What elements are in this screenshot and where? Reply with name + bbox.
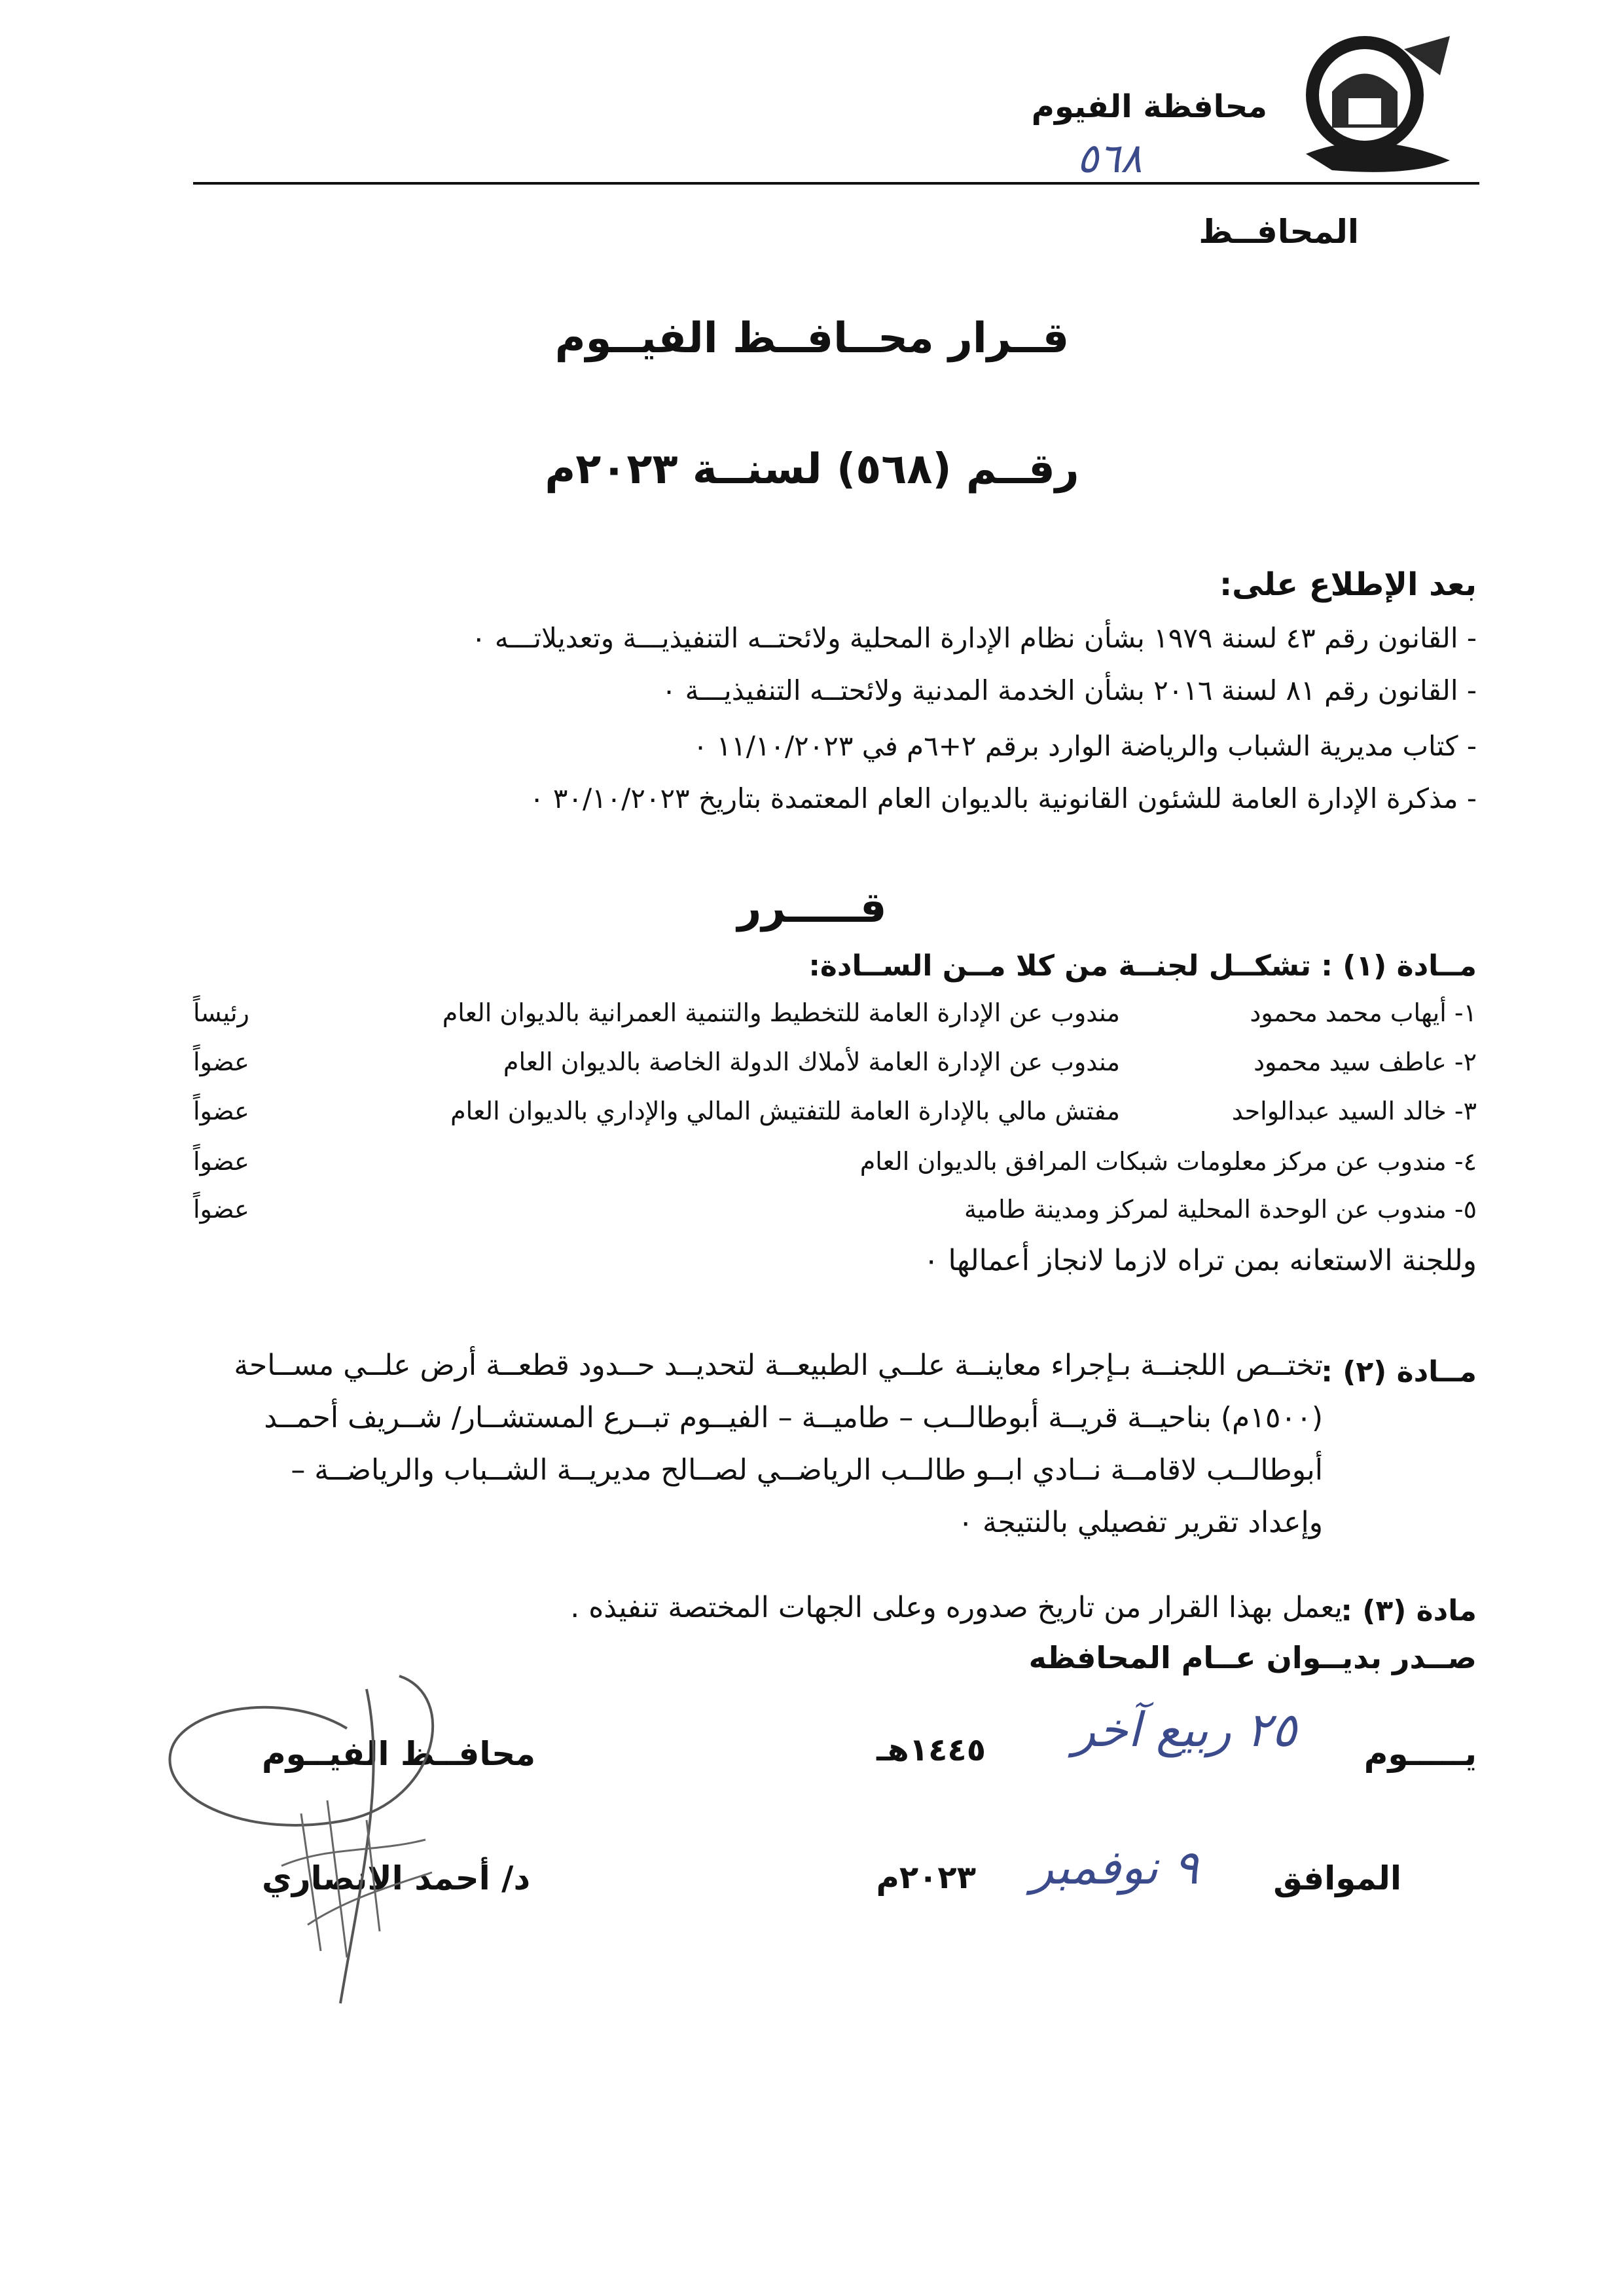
gregorian-year: ٢٠٢٣م (876, 1859, 976, 1896)
article-2-line-2: (١٥٠٠م) بناحيــة قريــة أبوطالــب – طاميــة – الفيــوم تبــرع المستشــار/ شــريف أحمــد (264, 1401, 1323, 1434)
gregorian-date-handwritten: ٩ نوفمبر (1030, 1840, 1199, 1895)
preamble-item-2: - القانون رقم ٨١ لسنة ٢٠١٦ بشأن الخدمة المدنية ولائحتــه التنفيذيـــة ٠ (661, 674, 1477, 706)
article-2-line-3: أبوطالــب لاقامــة نــادي ابــو طالــب الرياضــي لصــالح مديريــة الشــباب والرياضــة – (291, 1453, 1323, 1487)
governorate-name: محافظة الفيوم (1031, 88, 1267, 125)
member-5-role: عضواً (193, 1195, 249, 1224)
preamble-item-1: - القانون رقم ٤٣ لسنة ١٩٧٩ بشأن نظام الإدارة المحلية ولائحتــه التنفيذيـــة وتعديلاتـــه ٠ (471, 622, 1477, 654)
article-2-heading: مــادة (٢) : (1321, 1355, 1477, 1389)
governorate-logo (1293, 29, 1463, 180)
article-1-note: وللجنة الاستعانه بمن تراه لازما لانجاز أعمالها ٠ (923, 1244, 1477, 1277)
preamble-heading: بعد الإطلاع على: (1219, 566, 1477, 603)
decision-number-title: رقــم (٥٦٨) لسنــة ٢٠٢٣م (545, 445, 1079, 494)
member-4-role: عضواً (193, 1147, 249, 1176)
decision-number-handwritten: ٥٦٨ (1077, 134, 1142, 182)
member-3-role: عضواً (193, 1097, 249, 1125)
member-1-desc: مندوب عن الإدارة العامة للتخطيط والتنمية العمرانية بالديوان العام (442, 998, 1120, 1027)
office-title: المحافــظ (1199, 213, 1359, 251)
article-2-line-1: تختــص اللجنــة بـإجراء معاينــة علــي الطبيعــة لتحديــد حــدود قطعــة أرض علــي مســاحة (234, 1349, 1323, 1382)
day-label: يـــــوم (1363, 1735, 1477, 1773)
header-divider (193, 182, 1479, 185)
member-2-name: ٢- عاطف سيد محمود (1254, 1048, 1477, 1076)
member-3-desc: مفتش مالي بالإدارة العامة للتفتيش المالي والإداري بالديوان العام (450, 1097, 1120, 1125)
member-2-desc: مندوب عن الإدارة العامة لأملاك الدولة الخاصة بالديوان العام (503, 1048, 1120, 1076)
issued-at: صــدر بديــوان عــام المحافظه (1028, 1640, 1477, 1675)
governorate-emblem-icon (1293, 29, 1463, 180)
corresponding-label: الموافق (1273, 1859, 1401, 1897)
member-3-name: ٣- خالد السيد عبدالواحد (1231, 1097, 1477, 1125)
hijri-year: ١٤٤٥هـ (876, 1732, 986, 1768)
article-1-heading: مــادة (١) : تشكــل لجنــة من كلا مــن الســادة: (808, 949, 1477, 983)
decree-heading: قـــــرر (737, 884, 887, 932)
member-1-role: رئيساً (193, 998, 249, 1027)
article-2-line-4: وإعداد تقرير تفصيلي بالنتيجة ٠ (958, 1506, 1323, 1539)
member-5-name: ٥- مندوب عن الوحدة المحلية لمركز ومدينة طامية (964, 1195, 1477, 1224)
article-3-heading: مادة (٣) : (1341, 1594, 1477, 1628)
preamble-item-4: - مذكرة الإدارة العامة للشئون القانونية بالديوان العام المعتمدة بتاريخ ٣٠/١٠/٢٠٢٣ ٠ (529, 782, 1477, 814)
hijri-date-handwritten: ٢٥ ربيع آخر (1072, 1702, 1297, 1757)
member-2-role: عضواً (193, 1048, 249, 1076)
member-1-name: ١- أيهاب محمد محمود (1250, 998, 1477, 1027)
signatory-title: محافــظ الفيــوم (262, 1735, 536, 1773)
preamble-item-3: - كتاب مديرية الشباب والرياضة الوارد برقم ٢+٦م في ١١/١٠/٢٠٢٣ ٠ (693, 730, 1477, 762)
signatory-name: د/ أحمد الانصاري (262, 1859, 531, 1897)
article-3-text: يعمل بهذا القرار من تاريخ صدوره وعلى الجهات المختصة تنفيذه . (570, 1591, 1343, 1624)
decision-title: قــرار محــافــظ الفيــوم (554, 314, 1070, 363)
member-4-name: ٤- مندوب عن مركز معلومات شبكات المرافق بالديوان العام (859, 1147, 1477, 1176)
handwritten-signature-icon (151, 1650, 517, 2023)
